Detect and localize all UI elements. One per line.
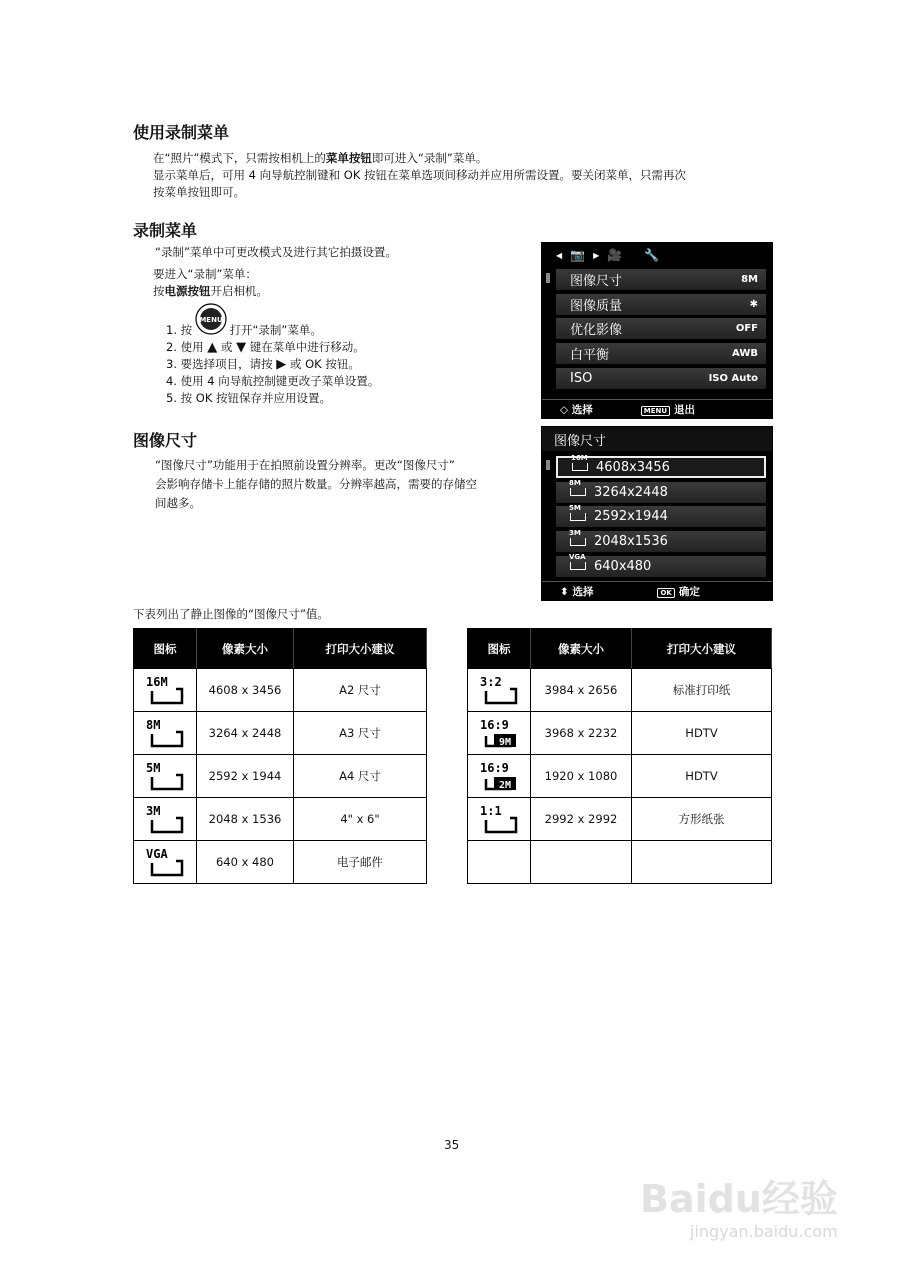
menu-icon-svg [194,302,228,336]
step-4: 4. 使用 4 向导航控制键更改子菜单设置。 [166,374,380,388]
table-row [468,669,772,712]
section1-text: 在“照片”模式下，只需按相机上的菜单按钮即可进入“录制”菜单。 显示菜单后，可用 4 向导航控制键和 OK 按钮在菜单选项间移动并应用所需设置。要关闭菜单，只需再次 按菜单按钮即可。 [153,151,687,199]
resolution-icon [134,755,197,798]
record-menu-intro: “录制”菜单中可更改模式及进行其它拍摄设置。 [155,245,397,259]
svg-text:MENU: MENU [199,316,223,324]
wrench-icon: 🔧 [644,248,660,262]
svg-text:5M: 5M [146,761,161,775]
left-chevron-icon: ◀ [556,250,563,260]
menu-item-optimize[interactable]: 优化影像 OFF [556,318,766,339]
pixel-size-cell: 2592 x 1944 [197,755,294,798]
resolution-icon [134,669,197,712]
size-option-5m[interactable]: 5M 2592x1944 [556,506,766,527]
table-row [134,669,427,712]
steps-list [166,316,506,407]
resolution-icon [134,712,197,755]
svg-text:3M: 3M [146,804,161,818]
print-size-cell: 标准打印纸 [632,669,772,712]
menu-item-iso[interactable]: ISO ISO Auto [556,368,766,389]
print-size-cell: 4" x 6" [294,798,427,841]
table-row [468,712,772,755]
size-option-3m[interactable]: 3M 2048x1536 [556,531,766,552]
section-title-image-size: 图像尺寸 [133,431,198,450]
table-row [468,755,772,798]
res-16m-icon: 16M [572,463,588,471]
resolution-icon [468,669,531,712]
step-5: 5. 按 OK 按钮保存并应用设置。 [166,391,332,405]
record-menu-list [542,267,772,389]
table-header-row: 图标 像素大小 打印大小建议 [468,629,772,669]
empty-cell [632,841,772,884]
print-size-cell: A3 尺寸 [294,712,427,755]
svg-text:3:2: 3:2 [480,675,502,689]
watermark-url: jingyan.baidu.com [690,1222,838,1241]
size-table-right [467,628,772,884]
table-row [134,712,427,755]
res-5m-icon: 5M [570,513,586,521]
step-1: 1. 按 MENU 打开“录制”菜单。 [166,320,506,339]
svg-text:2M: 2M [498,780,512,791]
exit-hint: MENU 退出 [641,402,695,417]
confirm-hint: OK 确定 [657,584,699,599]
screen1-footer [542,399,772,418]
table-header-row: 图标 像素大小 打印大小建议 [134,629,427,669]
size-option-16m[interactable]: 16M 4608x3456 [556,456,766,478]
print-size-cell: A2 尺寸 [294,669,427,712]
print-size-cell: HDTV [632,755,772,798]
watermark-brand: Baidu经验 [640,1177,838,1221]
resolution-icon [468,755,531,798]
menu-item-white-balance[interactable]: 白平衡 AWB [556,343,766,364]
print-size-cell: 电子邮件 [294,841,427,884]
resolution-icon [468,712,531,755]
menu-button-icon [196,316,226,334]
screen2-footer [542,581,772,600]
menu-item-image-quality[interactable]: 图像质量 ✱ [556,294,766,315]
svg-text:8M: 8M [146,718,161,732]
section-title-use-record-menu: 使用录制菜单 [133,123,230,142]
res-8m-icon: 8M [570,488,586,496]
scroll-indicator[interactable] [546,273,550,283]
table-row [134,841,427,884]
res-vga-icon: VGA [570,562,586,570]
res-3m-icon: 3M [570,538,586,546]
empty-cell [531,841,632,884]
table-caption: 下表列出了静止图像的“图像尺寸”值。 [133,607,329,621]
print-size-cell: 方形纸张 [632,798,772,841]
screen2-title: 图像尺寸 [542,427,772,451]
down-arrow-icon: ▼ [236,340,247,355]
pixel-size-cell: 2992 x 2992 [531,798,632,841]
menu-badge-icon: MENU [641,406,670,416]
up-arrow-icon: ▲ [207,340,218,355]
right-arrow-icon: ▶ [276,357,287,372]
table-row [134,798,427,841]
size-option-8m[interactable]: 8M 3264x2448 [556,482,766,503]
menu-item-image-size[interactable]: 图像尺寸 8M [556,269,766,290]
print-size-cell: HDTV [632,712,772,755]
right-chevron-icon: ▶ [593,250,600,260]
enter-record-menu: 要进入“录制”菜单： 按电源按钮开启相机。 [153,267,268,298]
table-row-empty [468,841,772,884]
select-hint-2: ⬍ 选择 [560,585,594,598]
resolution-icon [134,798,197,841]
pixel-size-cell: 3264 x 2448 [197,712,294,755]
svg-text:16:9: 16:9 [480,761,509,775]
video-icon: 🎥 [607,248,623,262]
up-down-icon: ⬍ [560,585,569,598]
table-row [468,798,772,841]
svg-text:16M: 16M [146,675,168,689]
svg-text:9M: 9M [498,737,512,748]
section-title-record-menu: 录制菜单 [133,221,198,240]
pixel-size-cell: 640 x 480 [197,841,294,884]
pixel-size-cell: 3984 x 2656 [531,669,632,712]
pixel-size-cell: 3968 x 2232 [531,712,632,755]
pixel-size-cell: 1920 x 1080 [531,755,632,798]
ok-badge-icon: OK [657,588,674,598]
pixel-size-cell: 2048 x 1536 [197,798,294,841]
scroll-indicator-2[interactable] [546,460,550,470]
mode-tabs [542,243,772,267]
image-size-paragraph: “图像尺寸”功能用于在拍照前设置分辨率。更改“图像尺寸” 会影响存储卡上能存储的照片数量。分辨率越高，需要的存储空 间越多。 [155,458,477,510]
resolution-icon [468,798,531,841]
svg-text:16:9: 16:9 [480,718,509,732]
print-size-cell: A4 尺寸 [294,755,427,798]
size-option-vga[interactable]: VGA 640x480 [556,556,766,577]
camera-image-size-screen [541,426,773,601]
step-3: 3. 要选择项目，请按 ▶ 或 OK 按钮。 [166,357,360,372]
page-number: 35 [444,1138,460,1152]
size-table-left [133,628,427,884]
step-2: 2. 使用 ▲ 或 ▼ 键在菜单中进行移动。 [166,340,365,355]
camera-icon: 📷 [570,248,586,262]
table-row [134,755,427,798]
svg-text:1:1: 1:1 [480,804,502,818]
camera-record-menu-screen [541,242,773,419]
pixel-size-cell: 4608 x 3456 [197,669,294,712]
left-right-icon: ◇ [560,403,569,416]
svg-text:VGA: VGA [146,847,168,861]
resolution-icon [134,841,197,884]
select-hint: ◇ 选择 [560,403,593,416]
image-size-list [542,451,772,577]
empty-cell [468,841,531,884]
